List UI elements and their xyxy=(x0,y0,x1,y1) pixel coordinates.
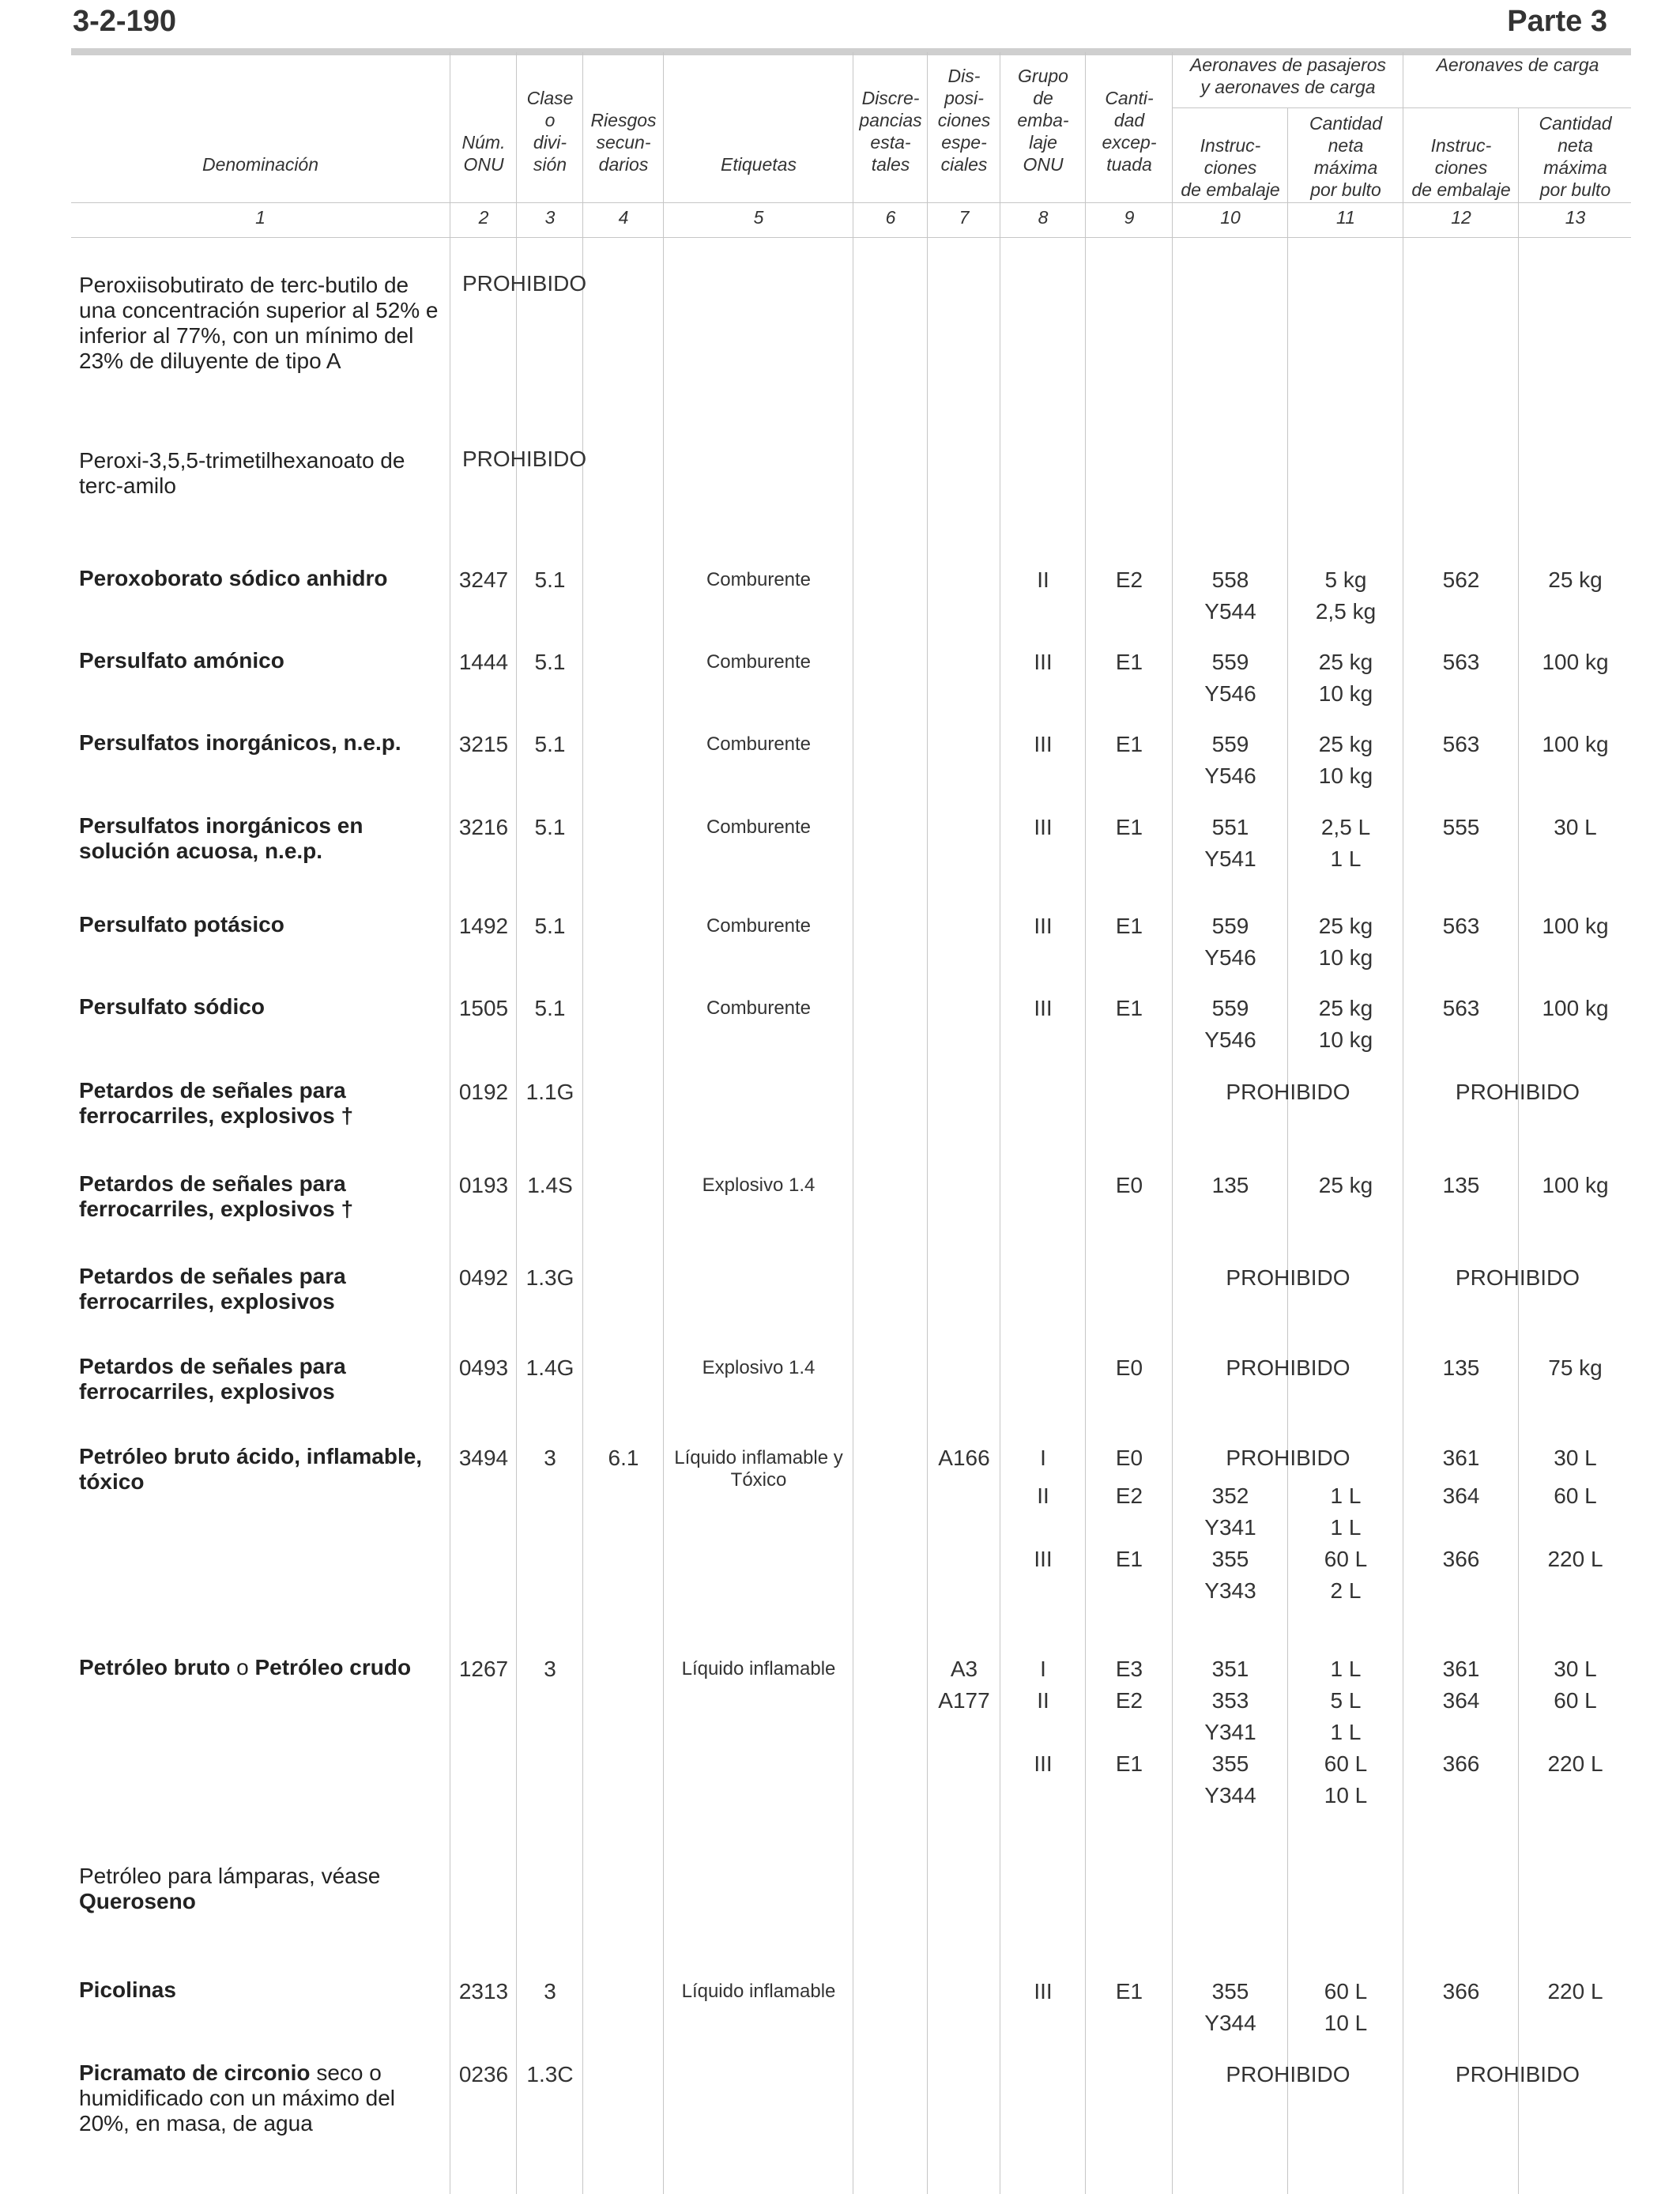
packing-instruction-pax: 559 Y546 xyxy=(1204,650,1256,706)
class-division: 3 xyxy=(544,1979,556,2004)
hazard-label: Líquido inflamable xyxy=(681,1658,836,1679)
entry-name xyxy=(79,273,443,374)
packing-group: III xyxy=(1034,1979,1053,2004)
max-quantity-pax: 25 kg xyxy=(1318,1173,1373,1197)
max-quantity-pax: 25 kg 10 kg xyxy=(1318,996,1373,1052)
entry-name-part: Persulfato sódico xyxy=(79,994,265,1019)
col-divider xyxy=(1172,52,1173,2194)
un-number: 2313 xyxy=(458,1979,509,2004)
entry-name-part: Persulfatos inorgánicos en solución acuosa, n.e.p. xyxy=(79,813,363,863)
un-number: 1492 xyxy=(458,914,509,938)
packing-instruction-pax: 558 Y544 xyxy=(1204,567,1256,624)
hazard-label: Líquido inflamable xyxy=(681,1981,836,2002)
entry-name xyxy=(79,566,443,591)
class-division: 3 xyxy=(544,1446,556,1470)
packing-instruction-pax: 135 xyxy=(1211,1173,1249,1197)
class-division: 5.1 xyxy=(534,732,566,756)
packing-instruction-pax: 559 Y546 xyxy=(1204,732,1256,788)
un-number: 0492 xyxy=(458,1265,509,1290)
max-quantity-pax: 60 L 2 L xyxy=(1324,1547,1368,1603)
max-quantity-cargo: 30 L xyxy=(1554,815,1597,839)
max-quantity-cargo: 220 L xyxy=(1547,1979,1603,2004)
header-cantidad-cargo: Cantidad neta máxima por bulto xyxy=(1539,113,1612,200)
header-cantidad-pax: Cantidad neta máxima por bulto xyxy=(1309,113,1383,200)
max-quantity-pax: 1 L xyxy=(1330,1657,1362,1681)
packing-group: III xyxy=(1034,1547,1053,1571)
max-quantity-pax: 5 kg 2,5 kg xyxy=(1315,567,1377,624)
excepted-quantity: E1 xyxy=(1115,815,1143,839)
un-number: 1444 xyxy=(458,650,509,674)
column-number-rule xyxy=(71,237,1631,238)
class-division: 5.1 xyxy=(534,650,566,674)
hazard-label: Comburente xyxy=(706,651,812,673)
class-division: 1.1G xyxy=(525,1080,574,1104)
special-provisions: A3 A177 xyxy=(938,1657,990,1713)
packing-group: II xyxy=(1037,567,1049,592)
col-divider xyxy=(1085,52,1086,2194)
hazard-label: Comburente xyxy=(706,915,812,937)
excepted-quantity: E1 xyxy=(1115,1547,1143,1571)
entry-name xyxy=(79,448,443,499)
entry-name xyxy=(79,1444,443,1495)
packing-instruction-pax: 559 Y546 xyxy=(1204,996,1256,1052)
hazard-label: Comburente xyxy=(706,816,812,838)
header-instrucciones-cargo: Instruc- ciones de embalaje xyxy=(1411,135,1511,200)
class-division: 5.1 xyxy=(534,996,566,1020)
pax-prohibited: PROHIBIDO xyxy=(1226,1265,1350,1290)
column-number: 7 xyxy=(959,207,970,228)
un-number: 1267 xyxy=(458,1657,509,1681)
packing-instruction-cargo: 361 xyxy=(1442,1446,1480,1470)
excepted-quantity: E2 xyxy=(1115,567,1143,592)
pax-prohibited: PROHIBIDO xyxy=(1226,1355,1350,1380)
max-quantity-pax: 25 kg 10 kg xyxy=(1318,650,1373,706)
max-quantity-cargo: 100 kg xyxy=(1542,914,1609,938)
max-quantity-cargo: 60 L xyxy=(1554,1688,1597,1713)
col-divider xyxy=(927,52,928,2194)
pax-prohibited: PROHIBIDO xyxy=(1226,2062,1350,2087)
excepted-quantity: E1 xyxy=(1115,996,1143,1020)
packing-instruction-cargo: 364 xyxy=(1442,1688,1480,1713)
class-division: 5.1 xyxy=(534,914,566,938)
header-disposiciones: Dis- posi- ciones espe- ciales xyxy=(937,66,991,175)
entry-name-part: Picolinas xyxy=(79,1977,176,2002)
packing-instruction-pax: 355 Y343 xyxy=(1204,1547,1256,1603)
page-number: 3-2-190 xyxy=(73,5,176,38)
entry-name xyxy=(79,912,443,937)
subsidiary-risk: 6.1 xyxy=(608,1446,639,1470)
entry-name-part: Petróleo para lámparas, véase xyxy=(79,1864,381,1888)
max-quantity-cargo: 100 kg xyxy=(1542,996,1609,1020)
hazard-label: Comburente xyxy=(706,997,812,1019)
packing-instruction-cargo: 563 xyxy=(1442,996,1480,1020)
packing-group: III xyxy=(1034,1751,1053,1776)
entry-name xyxy=(79,1354,443,1404)
entry-name-part: Petardos de señales para ferrocarriles, explosivos † xyxy=(79,1171,354,1221)
excepted-quantity: E0 xyxy=(1115,1173,1143,1197)
hazard-label: Explosivo 1.4 xyxy=(702,1174,816,1196)
class-division: 1.4S xyxy=(527,1173,573,1197)
excepted-quantity: E1 xyxy=(1115,1979,1143,2004)
un-number: 3216 xyxy=(458,815,509,839)
packing-instruction-pax: 355 Y344 xyxy=(1204,1751,1256,1808)
column-number: 13 xyxy=(1565,207,1586,228)
entry-name-part: Petróleo bruto ácido, inflamable, tóxico xyxy=(79,1444,423,1494)
packing-group: I xyxy=(1040,1446,1046,1470)
header-denominacion: Denominación xyxy=(202,154,319,175)
packing-instruction-cargo: 562 xyxy=(1442,567,1480,592)
entry-name xyxy=(79,648,443,673)
max-quantity-cargo: 30 L xyxy=(1554,1657,1597,1681)
cargo-prohibited: PROHIBIDO xyxy=(1455,1265,1580,1290)
packing-group: III xyxy=(1034,996,1053,1020)
entry-name xyxy=(79,1977,443,2003)
header-rule xyxy=(71,202,1631,203)
packing-instruction-cargo: 563 xyxy=(1442,732,1480,756)
page-part: Parte 3 xyxy=(1507,5,1607,38)
hazard-label: Comburente xyxy=(706,733,812,755)
excepted-quantity: E1 xyxy=(1115,1751,1143,1776)
packing-instruction-cargo: 366 xyxy=(1442,1547,1480,1571)
hazard-label: Comburente xyxy=(706,569,812,590)
packing-instruction-cargo: 361 xyxy=(1442,1657,1480,1681)
max-quantity-cargo: 220 L xyxy=(1547,1751,1603,1776)
entry-name xyxy=(79,813,443,864)
col-divider xyxy=(582,52,583,2194)
max-quantity-cargo: 30 L xyxy=(1554,1446,1597,1470)
header-discrepancias: Discre- pancias esta- tales xyxy=(859,88,922,175)
excepted-quantity: E1 xyxy=(1115,914,1143,938)
entry-name-part: seco o humidificado con un máximo del 20%, en masa, de agua xyxy=(79,2060,395,2136)
col-divider xyxy=(1287,107,1288,2194)
column-number: 11 xyxy=(1336,207,1355,228)
class-division: 5.1 xyxy=(534,815,566,839)
entry-name-part: Petróleo bruto xyxy=(79,1655,231,1679)
hazard-label: Explosivo 1.4 xyxy=(702,1357,816,1378)
header-cantidad-exceptuada: Canti- dad excep- tuada xyxy=(1102,88,1157,175)
class-division: 1.3G xyxy=(525,1265,574,1290)
col-divider xyxy=(1518,107,1519,2194)
entry-name-part: Queroseno xyxy=(79,1889,196,1913)
header-pasajeros-group: Aeronaves de pasajeros y aeronaves de carga xyxy=(1189,55,1387,97)
packing-group: III xyxy=(1034,815,1053,839)
packing-instruction-cargo: 135 xyxy=(1442,1173,1480,1197)
excepted-quantity: E1 xyxy=(1115,732,1143,756)
excepted-quantity: E0 xyxy=(1115,1355,1143,1380)
pax-prohibited: PROHIBIDO xyxy=(1226,1080,1350,1104)
header-num-onu: Núm. ONU xyxy=(461,132,506,175)
class-division: 5.1 xyxy=(534,567,566,592)
entry-name-part: Picramato de circonio xyxy=(79,2060,311,2085)
packing-instruction-pax: 353 Y341 xyxy=(1204,1688,1256,1744)
un-number: 0493 xyxy=(458,1355,509,1380)
prohibited-text: PROHIBIDO xyxy=(462,271,587,296)
entry-name-part: Persulfato potásico xyxy=(79,912,284,937)
max-quantity-pax: 60 L 10 L xyxy=(1324,1751,1368,1808)
entry-name xyxy=(79,1078,443,1129)
column-number: 1 xyxy=(255,207,266,228)
packing-instruction-pax: 559 Y546 xyxy=(1204,914,1256,970)
packing-group: III xyxy=(1034,732,1053,756)
packing-instruction-cargo: 366 xyxy=(1442,1979,1480,2004)
entry-name-part: Petardos de señales para ferrocarriles, explosivos † xyxy=(79,1078,354,1128)
pax-prohibited: PROHIBIDO xyxy=(1226,1446,1350,1470)
max-quantity-pax: 25 kg 10 kg xyxy=(1318,914,1373,970)
excepted-quantity: E1 xyxy=(1115,650,1143,674)
column-number: 10 xyxy=(1220,207,1241,228)
max-quantity-cargo: 60 L xyxy=(1554,1483,1597,1508)
max-quantity-cargo: 75 kg xyxy=(1548,1355,1603,1380)
column-number: 4 xyxy=(618,207,629,228)
entry-name xyxy=(79,1171,443,1222)
entry-name xyxy=(79,1864,443,1914)
special-provisions: A166 xyxy=(938,1446,990,1470)
header-carga-group: Aeronaves de carga xyxy=(1436,55,1599,75)
packing-group: III xyxy=(1034,914,1053,938)
column-number: 12 xyxy=(1451,207,1471,228)
entry-name-part: Persulfato amónico xyxy=(79,648,284,673)
header-grupo: Grupo de emba- laje ONU xyxy=(1017,66,1069,175)
packing-instruction-cargo: 366 xyxy=(1442,1751,1480,1776)
excepted-quantity: E0 xyxy=(1115,1446,1143,1470)
entry-name xyxy=(79,2060,443,2136)
entry-name-part: Peroxoborato sódico anhidro xyxy=(79,566,388,590)
entry-name-part: Persulfatos inorgánicos, n.e.p. xyxy=(79,730,401,755)
max-quantity-pax: 5 L 1 L xyxy=(1330,1688,1362,1744)
excepted-quantity: E2 xyxy=(1115,1688,1143,1713)
header-clase: Clase o divi- sión xyxy=(526,88,574,175)
class-division: 3 xyxy=(544,1657,556,1681)
un-number: 0236 xyxy=(458,2062,509,2087)
un-number: 3247 xyxy=(458,567,509,592)
prohibited-text: PROHIBIDO xyxy=(462,447,587,471)
entry-name xyxy=(79,1655,443,1680)
entry-name-part: Petróleo crudo xyxy=(254,1655,412,1679)
max-quantity-cargo: 220 L xyxy=(1547,1547,1603,1571)
entry-name xyxy=(79,730,443,756)
cargo-prohibited: PROHIBIDO xyxy=(1455,1080,1580,1104)
column-number: 6 xyxy=(885,207,896,228)
column-number: 2 xyxy=(478,207,489,228)
un-number: 1505 xyxy=(458,996,509,1020)
packing-instruction-cargo: 563 xyxy=(1442,914,1480,938)
packing-instruction-pax: 551 Y541 xyxy=(1204,815,1256,871)
cargo-prohibited: PROHIBIDO xyxy=(1455,2062,1580,2087)
packing-instruction-pax: 352 Y341 xyxy=(1204,1483,1256,1540)
un-number: 3494 xyxy=(458,1446,509,1470)
column-number: 8 xyxy=(1038,207,1049,228)
column-number: 9 xyxy=(1124,207,1135,228)
entry-name xyxy=(79,1264,443,1314)
entry-name-part: o xyxy=(230,1655,255,1679)
packing-instruction-pax: 351 xyxy=(1211,1657,1249,1681)
packing-group: III xyxy=(1034,650,1053,674)
group-rule xyxy=(1172,107,1631,108)
header-etiquetas: Etiquetas xyxy=(721,154,797,175)
excepted-quantity: E3 xyxy=(1115,1657,1143,1681)
header-riesgos: Riesgos secun- darios xyxy=(590,110,657,175)
header-instrucciones-pax: Instruc- ciones de embalaje xyxy=(1181,135,1280,200)
packing-instruction-cargo: 563 xyxy=(1442,650,1480,674)
packing-instruction-pax: 355 Y344 xyxy=(1204,1979,1256,2035)
packing-group: II xyxy=(1037,1483,1049,1508)
packing-group: I xyxy=(1040,1657,1046,1681)
max-quantity-cargo: 25 kg xyxy=(1548,567,1603,592)
entry-name-part: Peroxi-3,5,5-trimetilhexanoato de terc-amilo xyxy=(79,448,405,498)
hazard-label: Líquido inflamable y Tóxico xyxy=(674,1447,843,1491)
un-number: 3215 xyxy=(458,732,509,756)
class-division: 1.4G xyxy=(525,1355,574,1380)
column-number: 3 xyxy=(544,207,556,228)
entry-name xyxy=(79,994,443,1020)
max-quantity-pax: 1 L 1 L xyxy=(1330,1483,1362,1540)
packing-instruction-cargo: 135 xyxy=(1442,1355,1480,1380)
packing-instruction-cargo: 364 xyxy=(1442,1483,1480,1508)
max-quantity-pax: 60 L 10 L xyxy=(1324,1979,1368,2035)
class-division: 1.3C xyxy=(526,2062,574,2087)
column-number: 5 xyxy=(753,207,764,228)
max-quantity-cargo: 100 kg xyxy=(1542,732,1609,756)
excepted-quantity: E2 xyxy=(1115,1483,1143,1508)
entry-name-part: Peroxiisobutirato de terc-butilo de una concentración superior al 52% e inferior al 77%, con un mínimo del 23% de diluyente de tipo A xyxy=(79,273,439,373)
entry-name-part: Petardos de señales para ferrocarriles, explosivos xyxy=(79,1354,346,1404)
page-header xyxy=(73,5,1607,46)
max-quantity-cargo: 100 kg xyxy=(1542,650,1609,674)
packing-instruction-cargo: 555 xyxy=(1442,815,1480,839)
un-number: 0192 xyxy=(458,1080,509,1104)
col-divider xyxy=(663,52,664,2194)
entry-name-part: Petardos de señales para ferrocarriles, explosivos xyxy=(79,1264,346,1314)
col-divider xyxy=(516,52,517,2194)
max-quantity-pax: 25 kg 10 kg xyxy=(1318,732,1373,788)
packing-group: II xyxy=(1037,1688,1049,1713)
max-quantity-pax: 2,5 L 1 L xyxy=(1320,815,1371,871)
un-number: 0193 xyxy=(458,1173,509,1197)
max-quantity-cargo: 100 kg xyxy=(1542,1173,1609,1197)
